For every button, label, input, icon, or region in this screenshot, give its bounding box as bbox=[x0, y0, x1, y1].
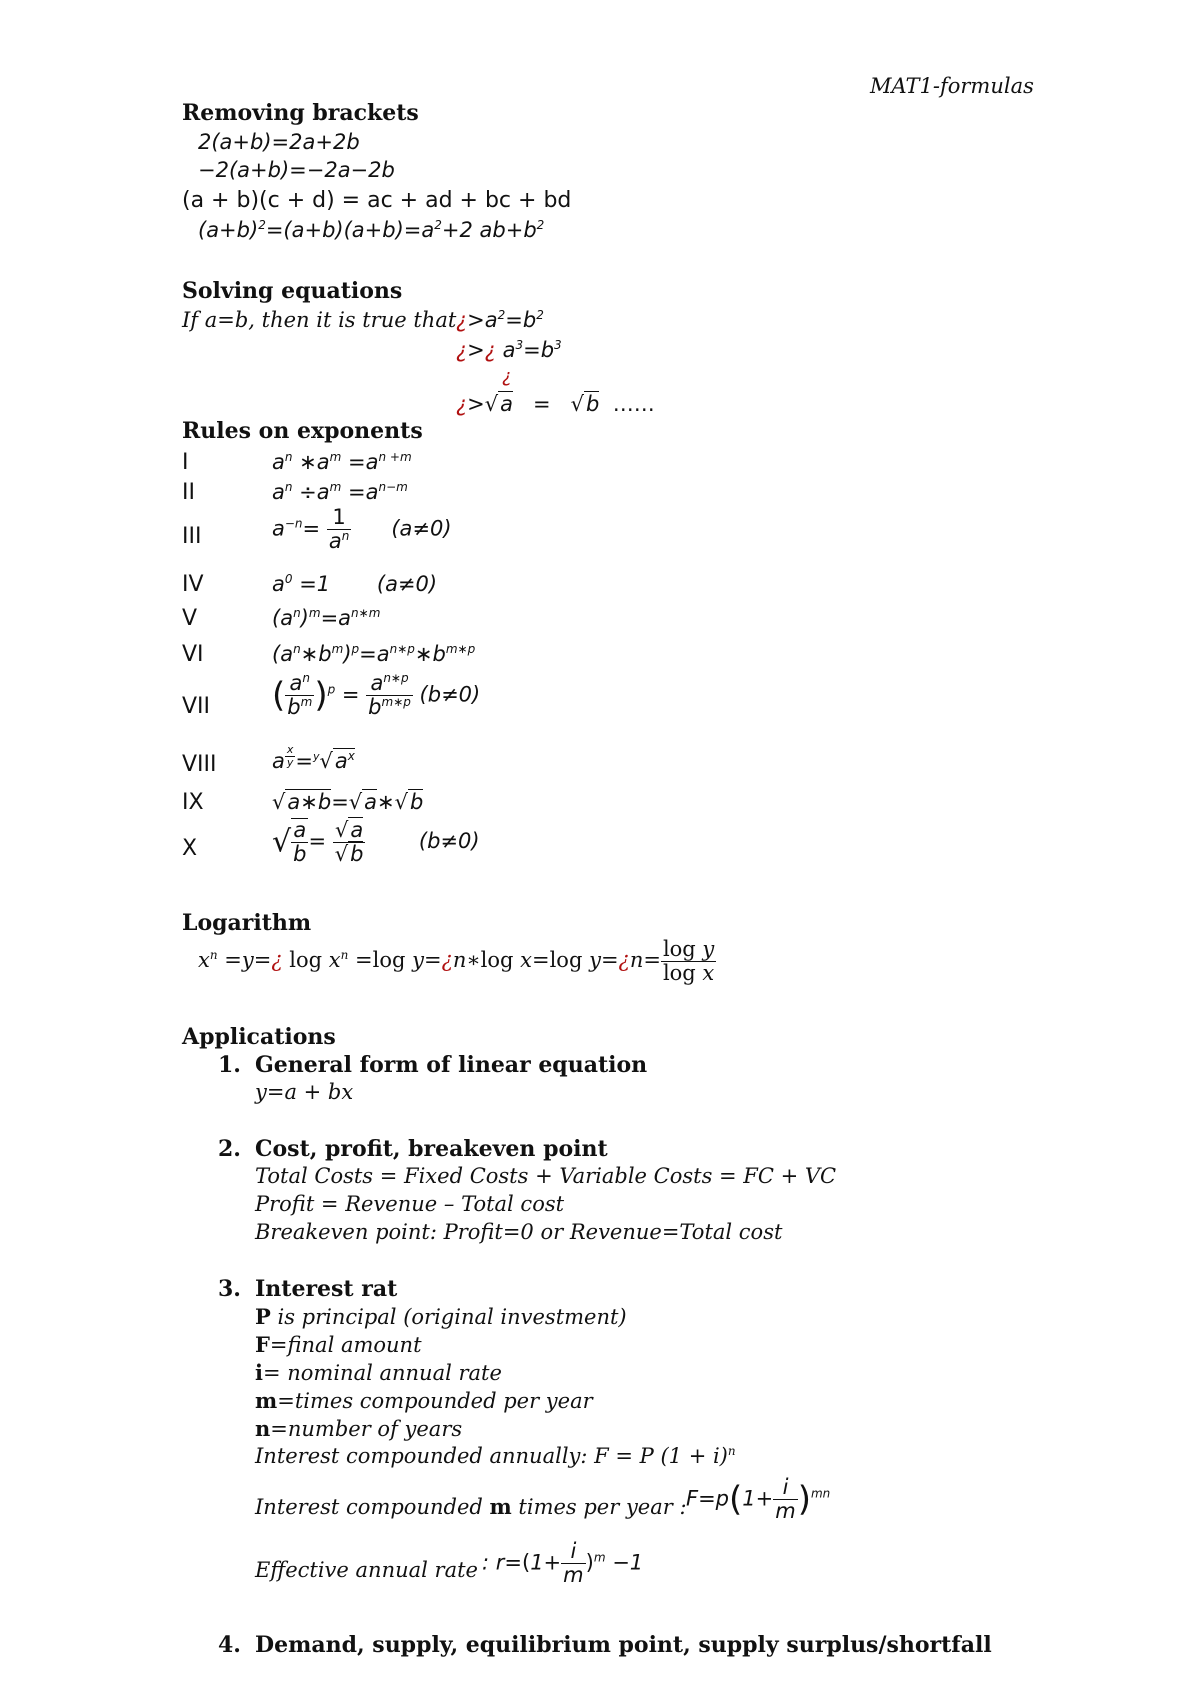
var-f-line: F=final amount bbox=[255, 1332, 422, 1357]
rule-5-formula: $(a^n)^m=a^{n∗m}$ bbox=[272, 606, 381, 630]
var-i-line: i= nominal annual rate bbox=[255, 1360, 502, 1385]
rule-10-formula: √ $\frac{a}{b}$ = $\frac{√a}{√b}$ (b≠0) bbox=[272, 817, 480, 867]
formula-bracket-2: −2(a+b)=−2a−2b bbox=[198, 158, 395, 182]
heading-logarithm: Logarithm bbox=[182, 910, 312, 936]
rule-label-1: I bbox=[182, 450, 189, 475]
logarithm-formula: $x^n$ =y=¿ $\log x^n =\log$ y=¿n∗log x=log y=¿n= $\frac{\text{log y}}{\text{log x}}$ bbox=[198, 937, 715, 986]
formula-root: ¿>√a = √b …… bbox=[456, 392, 655, 416]
effective-rate-formula: : r=(1+ $\frac{i}{m}$ )$^m$ −1 bbox=[482, 1539, 644, 1588]
effective-rate-label: Effective annual rate bbox=[255, 1558, 478, 1582]
rule-9-formula: √a∗b=√a∗√b bbox=[272, 790, 424, 814]
app-2-line-1: Total Costs = Fixed Costs + Variable Costs = FC + VC bbox=[255, 1164, 837, 1188]
heading-applications: Applications bbox=[182, 1024, 336, 1050]
formula-bracket-1: 2(a+b)=2a+2b bbox=[198, 130, 360, 154]
app-4-number: 4. bbox=[218, 1632, 241, 1658]
app-1-title: General form of linear equation bbox=[255, 1052, 648, 1078]
rule-4-formula: $a^0 =1$ (a≠0) bbox=[272, 572, 438, 596]
formula-squared: ¿$>a^2=b^2$ bbox=[456, 308, 544, 332]
rule-label-8: VIII bbox=[182, 752, 217, 777]
interest-annual-line: Interest compounded annually: F = P $(1 + i)^n$ bbox=[255, 1444, 736, 1468]
rule-label-4: IV bbox=[182, 572, 204, 597]
app-3-number: 3. bbox=[218, 1276, 241, 1302]
marker-above-root: ¿ bbox=[502, 366, 512, 387]
rule-label-10: X bbox=[182, 836, 198, 861]
app-2-line-3: Breakeven point: Profit=0 or Revenue=Total cost bbox=[255, 1220, 783, 1244]
rule-label-3: III bbox=[182, 524, 202, 549]
rule-label-5: V bbox=[182, 606, 198, 631]
app-1-line: y=a + bx bbox=[255, 1080, 354, 1104]
rule-7-formula: ( $\frac{a^n}{b^m}$ )$^p$ = $\frac{a^{n∗p}}{b^{m∗p}}$ (b≠0) bbox=[272, 671, 481, 720]
formula-bracket-4: $(a+b)^2=(a+b)(a+b)=a^2+2$ $ab+b^2$ bbox=[198, 218, 545, 242]
rule-8-formula: a $^{\frac{x}{y}}$ $=^y√a^x$ bbox=[272, 743, 355, 774]
app-4-title: Demand, supply, equilibrium point, supply surplus/shortfall bbox=[255, 1632, 992, 1658]
solving-intro: If a=b, then it is true that bbox=[182, 308, 457, 332]
app-2-number: 2. bbox=[218, 1136, 241, 1162]
app-2-line-2: Profit = Revenue – Total cost bbox=[255, 1192, 565, 1216]
var-n-line: n=number of years bbox=[255, 1416, 463, 1441]
heading-removing-brackets: Removing brackets bbox=[182, 100, 419, 126]
rule-6-formula: $(a^n∗b^m)^p=a^{n∗p}∗b^{m∗p}$ bbox=[272, 642, 476, 666]
app-2-title: Cost, profit, breakeven point bbox=[255, 1136, 608, 1162]
app-1-number: 1. bbox=[218, 1052, 241, 1078]
app-3-title: Interest rat bbox=[255, 1276, 398, 1302]
formula-bracket-3: (a + b)(c + d) = ac + ad + bc + bd bbox=[182, 188, 572, 213]
interest-m-times-label: Interest compounded m times per year : bbox=[255, 1494, 687, 1519]
var-m-line: m=times compounded per year bbox=[255, 1388, 593, 1413]
var-p-line: P is principal (original investment) bbox=[255, 1304, 627, 1329]
rule-label-9: IX bbox=[182, 790, 204, 815]
rule-label-6: VI bbox=[182, 642, 204, 667]
formula-cubed: ¿>¿ $a^3=b^3$ bbox=[456, 338, 562, 362]
rule-label-7: VII bbox=[182, 694, 211, 719]
rule-3-formula: $a^{-n}=$ $\frac{1}{a^n}$ (a≠0) bbox=[272, 505, 452, 554]
rule-label-2: II bbox=[182, 480, 195, 505]
rule-2-formula: $a^n \div a^m =a^{n-m}$ bbox=[272, 480, 408, 504]
interest-m-times-formula: F=p(1+ $\frac{i}{m}$ )$^{mn}$ bbox=[686, 1475, 831, 1524]
rule-1-formula: $a^n$ $∗a^m =a^{n +m}$ bbox=[272, 450, 412, 474]
page-header: MAT1-formulas bbox=[870, 74, 1034, 98]
heading-solving-equations: Solving equations bbox=[182, 278, 403, 304]
heading-rules-exponents: Rules on exponents bbox=[182, 418, 423, 444]
